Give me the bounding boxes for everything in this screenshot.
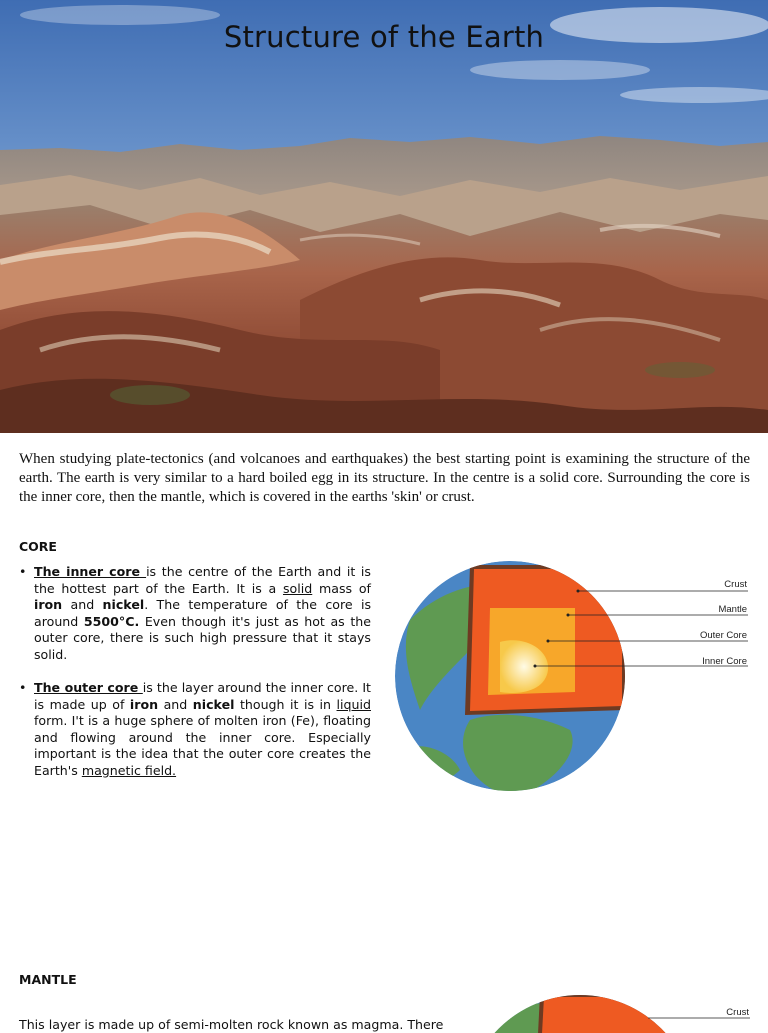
earth-structure-diagram [390,560,760,800]
mantle-label: Mantle [718,604,747,615]
solid-word: solid [282,580,313,596]
mantle-leader-dot [567,614,570,617]
outer-core-text: is the layer around the inner core. It is made up of [34,680,371,712]
mantle-heading: MANTLE [19,972,77,987]
hero-image [0,0,768,433]
nickel-word: nickel [102,597,145,613]
magnetic-field-link: magnetic field. [81,762,177,778]
earth-structure-diagram-2 [460,994,760,1024]
outer-core-leader-dot [547,640,550,643]
core-temperature: 5500°C. [83,613,140,629]
crust-leader-dot [577,590,580,593]
inner-core-label: Inner Core [702,656,747,667]
inner-core-text: is the centre of the Earth and it is the hottest part of the Earth. It is a [34,564,371,596]
outer-core-text: and [158,696,193,712]
bullet-icon: • [19,680,27,695]
intro-paragraph: When studying plate-tectonics (and volcanoes and earthquakes) the best starting point is examining the structure of the earth. The earth is very similar to a hard boiled egg in its structure. In the centre is a solid core. Surrounding the core is the inner core, then the mantle, which is covered in the earths 'skin' or crust. [19,451,750,505]
iron-word: iron [34,597,63,613]
iron-word: iron [129,696,159,712]
inner-core-text: Even though it's just as hot as the outer core, there is such high pressure that it stays solid. [34,613,371,662]
crust-label: Crust [724,579,747,590]
core-heading: CORE [19,539,57,554]
nickel-word: nickel [192,696,235,712]
liquid-word: liquid [336,696,371,712]
outer-core-text: though it is in [234,696,337,712]
mantle-layer [542,997,692,1033]
outer-core-term: The outer core [34,680,143,695]
inner-core-text: mass of [312,580,371,596]
inner-core-term: The inner core [34,564,147,579]
mantle-paragraph-cut: This layer is made up of semi-molten rock known as magma. There [19,1017,444,1032]
crust-label: Crust [726,1007,749,1018]
outer-core-label: Outer Core [700,630,747,641]
outer-core-bullet [19,680,371,780]
inner-core-leader-dot [534,665,537,668]
inner-core-text: . The temperature of the core is around [34,597,372,629]
inner-core-bullet [19,564,371,664]
page-title: Structure of the Earth [223,20,545,54]
inner-core-text: and [62,597,103,613]
bullet-icon: • [19,564,27,579]
outer-core-text: form. I't is a huge sphere of molten iron (Fe), floating and flowing around the inner core. Especially important is the idea that the outer core creates the Earth's [34,713,371,778]
mountain-landscape-photo [0,0,768,433]
